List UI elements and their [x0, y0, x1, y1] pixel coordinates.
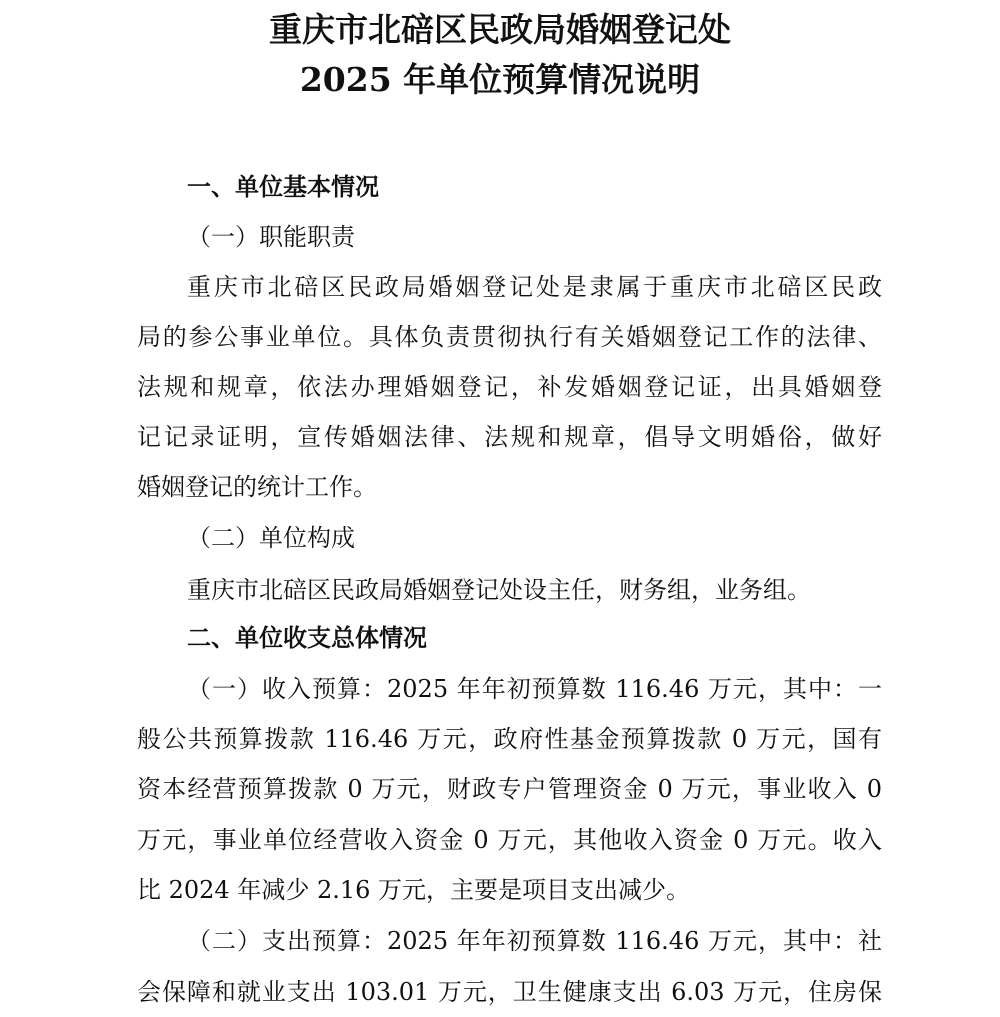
- income-paragraph-line: 般公共预算拨款 116.46 万元，政府性基金预算拨款 0 万元，国有: [137, 725, 882, 753]
- duties-paragraph-line: 局的参公事业单位。具体负责贯彻执行有关婚姻登记工作的法律、: [137, 323, 882, 351]
- income-paragraph-line: 万元，事业单位经营收入资金 0 万元，其他收入资金 0 万元。收入: [137, 826, 882, 854]
- duties-paragraph-line: 法规和规章，依法办理婚姻登记，补发婚姻登记证，出具婚姻登: [137, 373, 882, 401]
- expense-paragraph-first-line: [187, 926, 882, 956]
- duties-paragraph-line: 重庆市北碚区民政局婚姻登记处是隶属于重庆市北碚区民政: [187, 273, 882, 301]
- section2-heading: 二、单位收支总体情况: [187, 623, 427, 652]
- duties-paragraph-line: 婚姻登记的统计工作。: [137, 473, 377, 501]
- expense-paragraph-line: 会保障和就业支出 103.01 万元，卫生健康支出 6.03 万元，住房保: [137, 978, 882, 1006]
- section1-heading: 一、单位基本情况: [187, 172, 379, 201]
- expense-label: （二）支出预算：: [187, 927, 388, 955]
- document-title-line1: 重庆市北碚区民政局婚姻登记处: [269, 10, 731, 49]
- income-text: 2025 年年初预算数 116.46 万元，其中：一: [387, 675, 882, 703]
- section1-sub2-heading: （二）单位构成: [187, 524, 355, 552]
- income-paragraph-first-line: [187, 674, 882, 704]
- income-paragraph-line: 比 2024 年减少 2.16 万元，主要是项目支出减少。: [137, 876, 691, 904]
- expense-text: 2025 年年初预算数 116.46 万元，其中：社: [387, 927, 882, 955]
- section1-sub1-heading: （一）职能职责: [187, 223, 355, 251]
- income-label: （一）收入预算：: [187, 675, 388, 703]
- document-title-line2: 2025 年单位预算情况说明: [299, 60, 701, 99]
- income-paragraph-line: 资本经营预算拨款 0 万元，财政专户管理资金 0 万元，事业收入 0: [137, 775, 882, 803]
- duties-paragraph-line: 记记录证明，宣传婚姻法律、法规和规章，倡导文明婚俗，做好: [137, 423, 882, 451]
- structure-paragraph-line: 重庆市北碚区民政局婚姻登记处设主任，财务组，业务组。: [187, 576, 811, 604]
